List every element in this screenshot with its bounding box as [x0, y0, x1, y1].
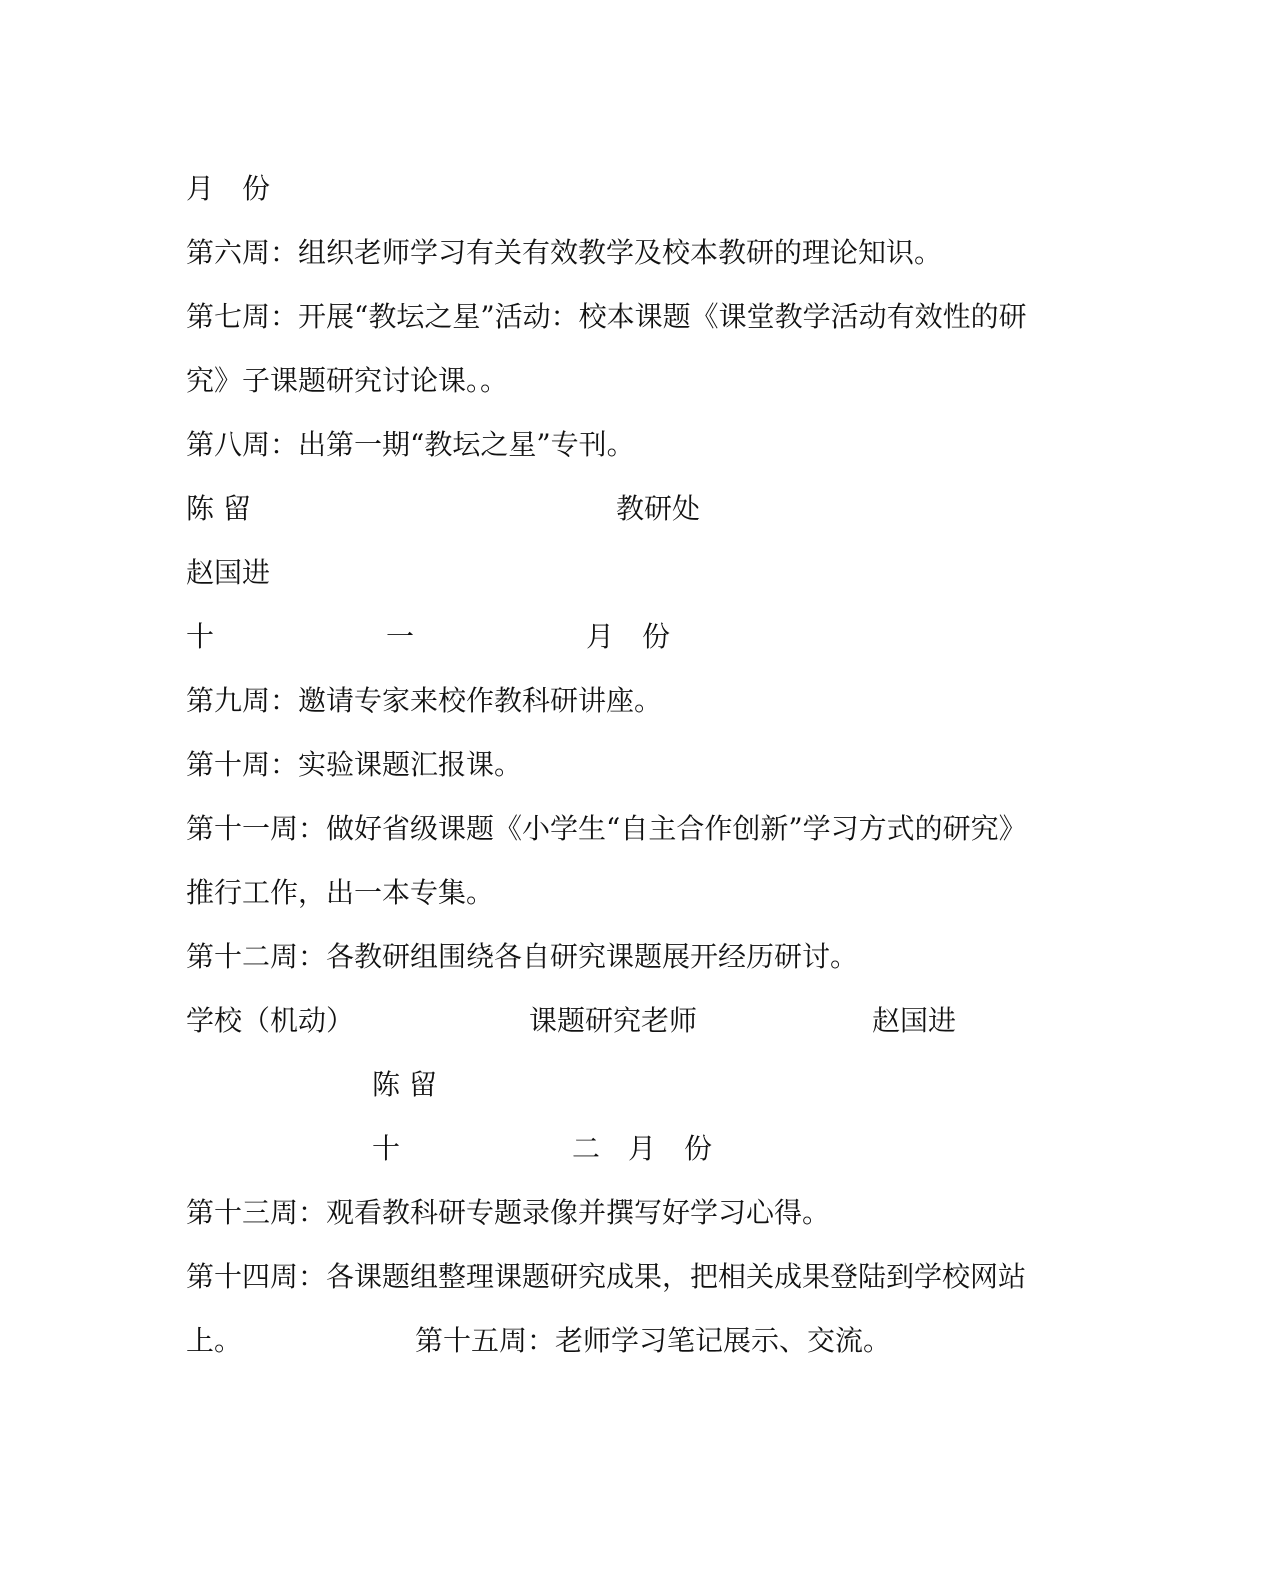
month-heading-part-1: 十 [372, 1132, 401, 1165]
week-14-item: 第十四周：各课题组整理课题研究成果，把相关成果登陆到学校网站 [186, 1260, 1027, 1293]
week-13-item: 第十三周：观看教科研专题录像并撰写好学习心得。 [186, 1196, 831, 1229]
week-11-item-continued: 推行工作，出一本专集。 [186, 876, 495, 909]
week-12-item: 第十二周：各教研组围绕各自研究课题展开经历研讨。 [186, 940, 859, 973]
month-heading-part-1: 十 [186, 620, 215, 653]
week-15-item: 第十五周：老师学习笔记展示、交流。 [415, 1324, 892, 1357]
week-10-item: 第十周：实验课题汇报课。 [186, 748, 523, 781]
week-8-item: 第八周：出第一期“教坛之星”专刊。 [186, 428, 635, 461]
week-7-item: 第七周：开展“教坛之星”活动：校本课题《课堂教学活动有效性的研 [186, 300, 1027, 333]
responsible-unit: 学校（机动） [186, 1004, 355, 1037]
week-9-item: 第九周：邀请专家来校作教科研讲座。 [186, 684, 663, 717]
month-heading-part-3: 月 份 [586, 620, 671, 653]
responsible-row-2: 赵国进 [186, 556, 271, 589]
week-6-item: 第六周：组织老师学习有关有效教学及校本教研的理论知识。 [186, 236, 943, 269]
month-heading-part-2: 二 月 份 [572, 1132, 713, 1165]
responsible-person: 赵国进 [872, 1004, 957, 1037]
week-14-item-continued: 上。 [186, 1324, 243, 1357]
responsible-person: 陈 留 [372, 1068, 437, 1101]
week-7-item-continued: 究》子课题研究讨论课。。 [186, 364, 509, 397]
responsible-person: 陈 留 [186, 492, 251, 525]
week-11-item: 第十一周：做好省级课题《小学生“自主合作创新”学习方式的研究》 [186, 812, 1027, 845]
month-heading-text: 月 份 [186, 172, 271, 205]
month-heading-part-2: 一 [386, 620, 415, 653]
responsible-department: 教研处 [616, 492, 701, 525]
responsible-teachers: 课题研究老师 [529, 1004, 698, 1037]
